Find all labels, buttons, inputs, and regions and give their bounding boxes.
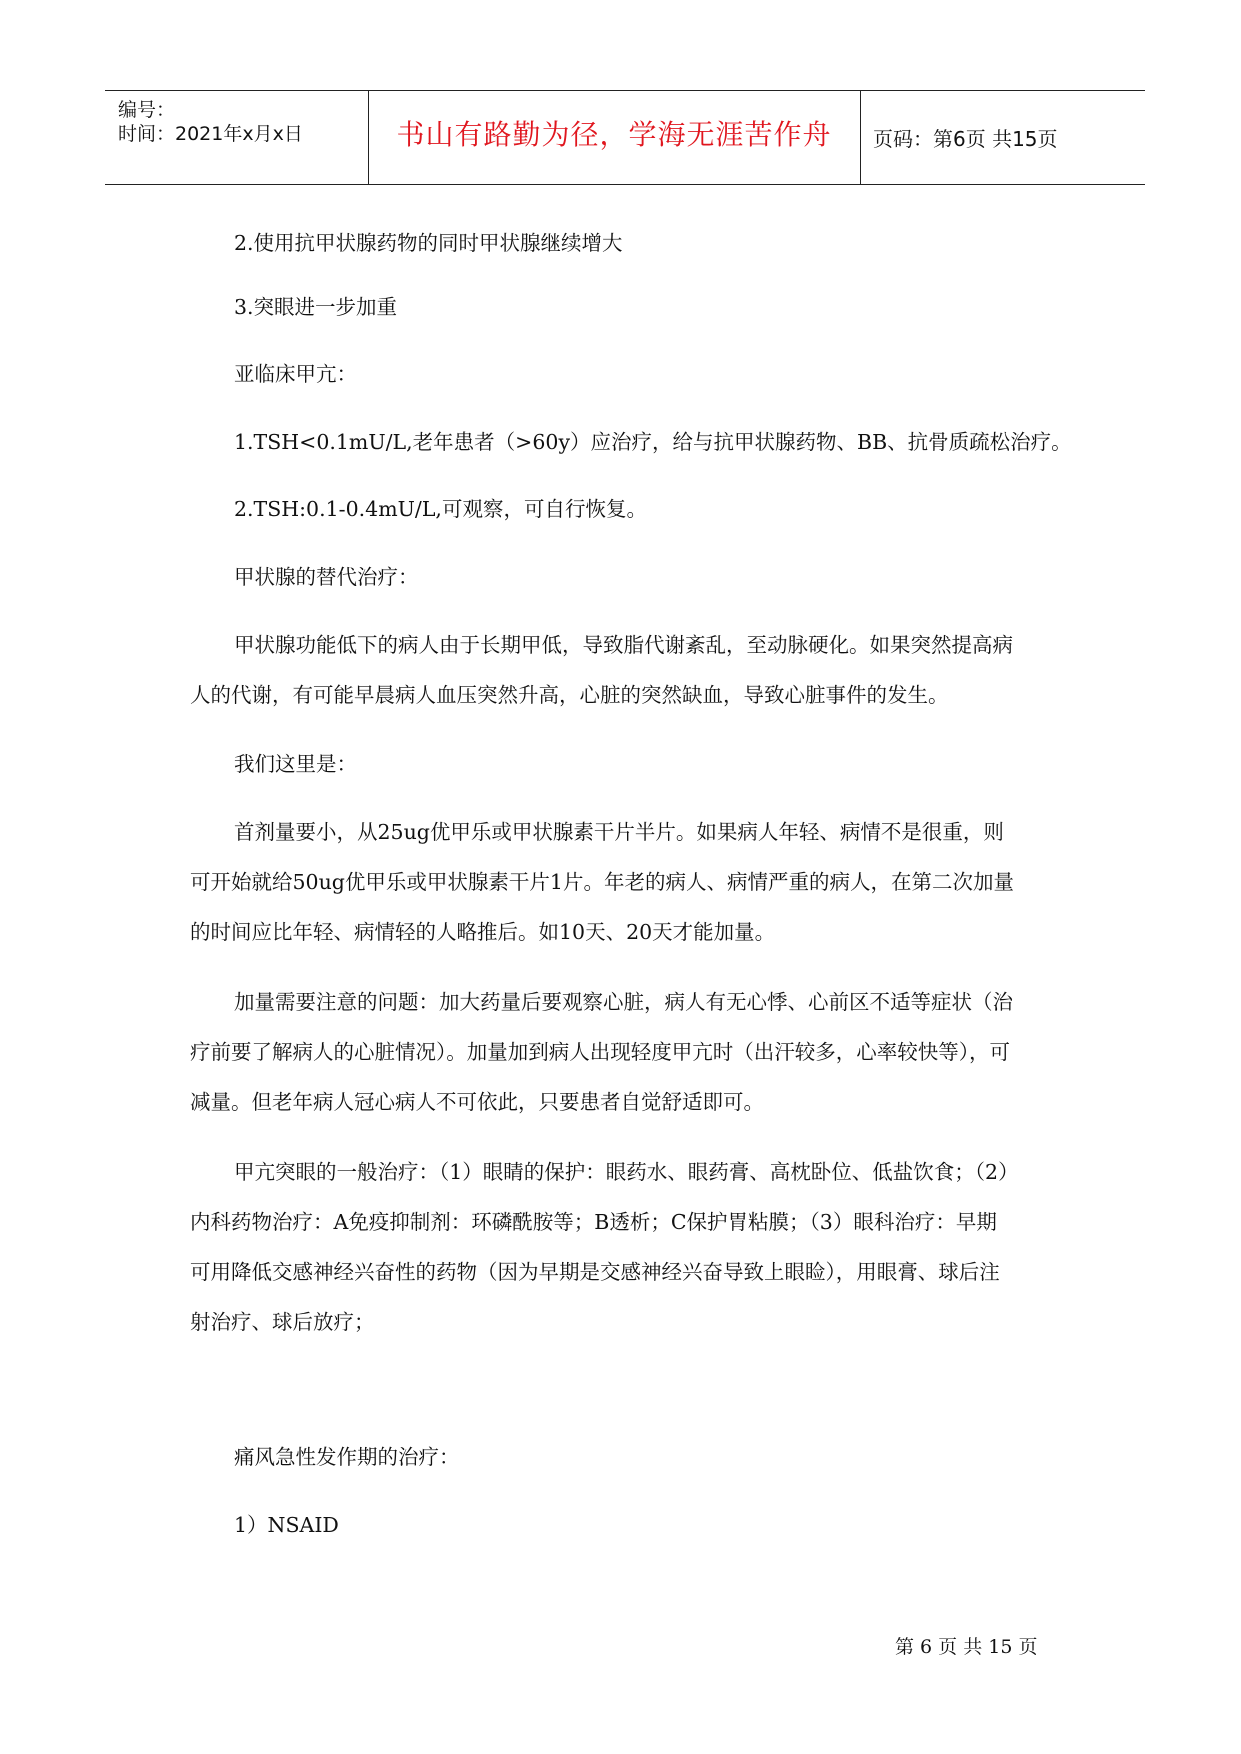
paragraph-line: 2.使用抗甲状腺药物的同时甲状腺继续增大 <box>234 231 623 255</box>
paragraph-line: 1.TSH<0.1mU/L,老年患者（>60y）应治疗，给与抗甲状腺药物、BB、抗骨质疏松治疗。 <box>234 430 1072 454</box>
paragraph-line: 内科药物治疗：A免疫抑制剂：环磷酰胺等；B透析；C保护胃粘膜；（3）眼科治疗：早期 <box>190 1210 997 1234</box>
paragraph-line: 射治疗、球后放疗； <box>190 1310 375 1334</box>
header-divider <box>860 91 861 184</box>
paragraph-line: 首剂量要小，从25ug优甲乐或甲状腺素干片半片。如果病人年轻、病情不是很重，则 <box>234 820 1004 844</box>
paragraph-line: 减量。但老年病人冠心病人不可依此，只要患者自觉舒适即可。 <box>190 1090 764 1114</box>
paragraph-line: 疗前要了解病人的心脏情况）。加量加到病人出现轻度甲亢时（出汗较多，心率较快等），可 <box>190 1040 1010 1064</box>
paragraph-line: 可开始就给50ug优甲乐或甲状腺素干片1片。年老的病人、病情严重的病人，在第二次加量 <box>190 870 1014 894</box>
section-heading: 我们这里是： <box>234 752 357 776</box>
paragraph-line: 甲亢突眼的一般治疗：（1）眼睛的保护：眼药水、眼药膏、高枕卧位、低盐饮食；（2） <box>234 1160 1019 1184</box>
header-page-code: 页码：第6页 共15页 <box>873 127 1058 151</box>
paragraph-line: 人的代谢，有可能早晨病人血压突然升高，心脏的突然缺血，导致心脏事件的发生。 <box>190 683 949 707</box>
document-time-label: 时间：2021年x月x日 <box>118 123 303 145</box>
paragraph-line: 1）NSAID <box>234 1513 339 1537</box>
page-footer: 第 6 页 共 15 页 <box>895 1636 1038 1658</box>
paragraph-line: 加量需要注意的问题：加大药量后要观察心脏，病人有无心悸、心前区不适等症状（治 <box>234 990 1013 1014</box>
page-header <box>105 90 1145 185</box>
paragraph-line: 甲状腺功能低下的病人由于长期甲低，导致脂代谢紊乱，至动脉硬化。如果突然提高病 <box>234 633 1013 657</box>
paragraph-line: 2.TSH:0.1-0.4mU/L,可观察，可自行恢复。 <box>234 497 647 521</box>
section-heading: 痛风急性发作期的治疗： <box>234 1445 460 1469</box>
section-heading: 甲状腺的替代治疗： <box>234 565 419 589</box>
document-number-label: 编号： <box>118 99 176 121</box>
paragraph-line: 3.突眼进一步加重 <box>234 295 398 319</box>
header-motto: 书山有路勤为径，学海无涯苦作舟 <box>396 118 832 151</box>
paragraph-line: 的时间应比年轻、病情轻的人略推后。如10天、20天才能加量。 <box>190 920 776 944</box>
paragraph-line: 可用降低交感神经兴奋性的药物（因为早期是交感神经兴奋导致上眼睑），用眼膏、球后注 <box>190 1260 1000 1284</box>
section-heading: 亚临床甲亢： <box>234 362 357 386</box>
